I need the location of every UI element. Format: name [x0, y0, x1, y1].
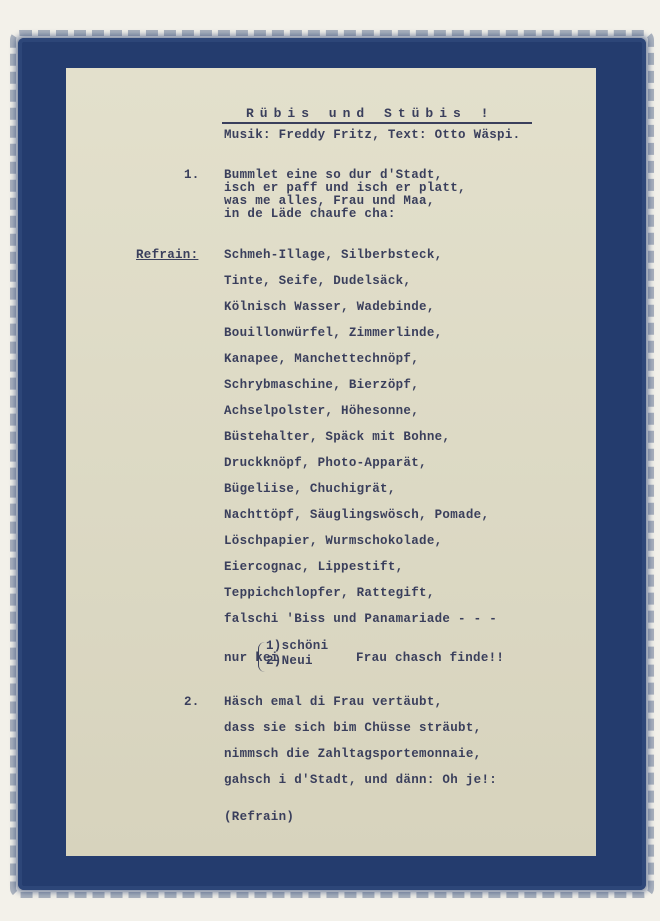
verse-1-line: isch er paff und isch er platt, — [224, 181, 466, 195]
refrain-line: Kanapee, Manchettechnöpf, — [224, 352, 420, 366]
brace-symbol — [258, 642, 265, 672]
refrain-line: Achselpolster, Höhesonne, — [224, 404, 420, 418]
verse-2-line: nimmsch die Zahltagsportemonnaie, — [224, 747, 482, 761]
refrain-line: Kölnisch Wasser, Wadebinde, — [224, 300, 435, 314]
refrain-line: falschi 'Biss und Panamariade - - - — [224, 612, 498, 626]
refrain-label: Refrain: — [136, 248, 199, 262]
refrain-line: Eiercognac, Lippestift, — [224, 560, 404, 574]
refrain-option-2: 2)Neui — [266, 654, 313, 668]
verse-1-line: was me alles, Frau und Maa, — [224, 194, 435, 208]
verse-2-line: dass sie sich bim Chüsse sträubt, — [224, 721, 482, 735]
typed-sheet — [66, 68, 596, 856]
verse-1-line: Bummlet eine so dur d'Stadt, — [224, 168, 443, 182]
refrain-line: Bügeliise, Chuchigrät, — [224, 482, 396, 496]
refrain-line: Löschpapier, Wurmschokolade, — [224, 534, 443, 548]
verse-1-number: 1. — [184, 168, 200, 182]
refrain-ending-prefix: nur kei — [224, 651, 279, 665]
refrain-line: Tinte, Seife, Dudelsäck, — [224, 274, 412, 288]
refrain-line: Nachttöpf, Säuglingswösch, Pomade, — [224, 508, 490, 522]
refrain-line: Büstehalter, Späck mit Bohne, — [224, 430, 451, 444]
verse-2-number: 2. — [184, 695, 200, 709]
refrain-reference: (Refrain) — [224, 810, 295, 824]
refrain-option-1: 1)schöni — [266, 639, 329, 653]
verse-1-line: in de Läde chaufe cha: — [224, 207, 396, 221]
refrain-line: Bouillonwürfel, Zimmerlinde, — [224, 326, 443, 340]
title-underline — [222, 122, 532, 124]
verse-2-line: Häsch emal di Frau vertäubt, — [224, 695, 443, 709]
refrain-line: Schrybmaschine, Bierzöpf, — [224, 378, 420, 392]
refrain-ending-suffix: Frau chasch finde!! — [356, 651, 505, 665]
song-credits: Musik: Freddy Fritz, Text: Otto Wäspi. — [224, 128, 521, 142]
refrain-line: Schmeh-Illage, Silberbsteck, — [224, 248, 443, 262]
refrain-line: Druckknöpf, Photo-Apparät, — [224, 456, 427, 470]
song-title: Rübis und Stübis ! — [246, 106, 495, 121]
refrain-line: Teppichchlopfer, Rattegift, — [224, 586, 435, 600]
verse-2-line: gahsch i d'Stadt, und dänn: Oh je!: — [224, 773, 498, 787]
